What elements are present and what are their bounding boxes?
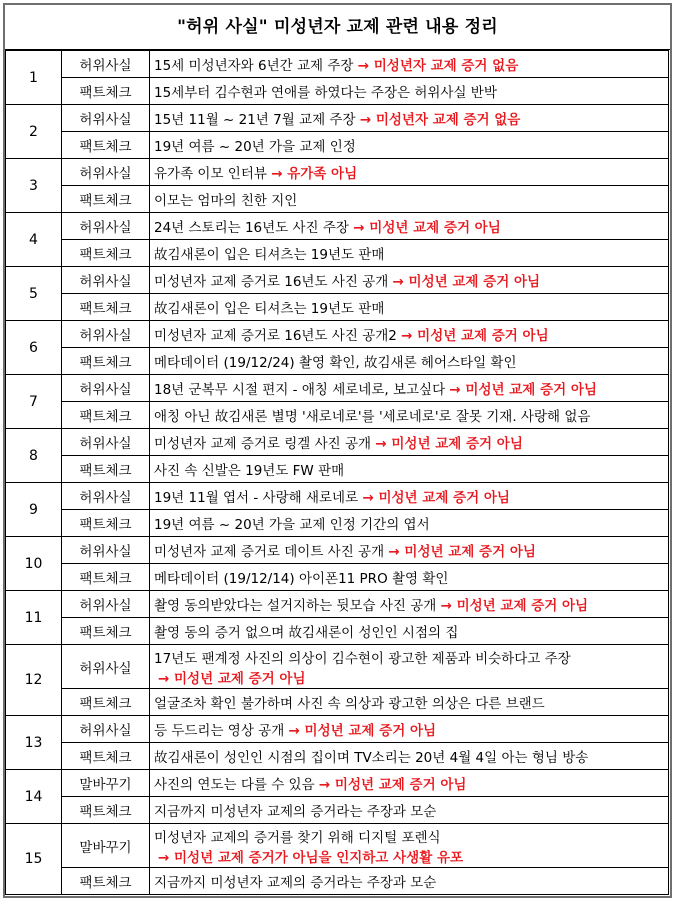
row-number: 3	[6, 159, 62, 213]
claim-cell	[150, 267, 669, 294]
claim-text: 미성년자 교제 증거로 링겔 사진 공개	[154, 436, 376, 452]
claim-type-label: 허위사실	[62, 159, 150, 186]
row-number: 10	[6, 537, 62, 591]
claim-text: 미성년자 교제 증거로 데이트 사진 공개	[154, 544, 385, 560]
claim-type-label: 허위사실	[62, 375, 150, 402]
claim-text: 15년 11월 ~ 21년 7월 교제 주장	[154, 112, 356, 128]
claim-cell	[150, 824, 669, 868]
table-row	[6, 456, 669, 483]
claim-type-label: 말바꾸기	[62, 770, 150, 797]
verdict-highlight: → 미성년 교제 증거 아님	[440, 598, 589, 614]
table-row	[6, 348, 669, 375]
summary-table-body	[6, 51, 669, 895]
claim-cell	[150, 645, 669, 689]
table-row	[6, 402, 669, 429]
factcheck-type-label: 팩트체크	[62, 564, 150, 591]
claim-type-label: 허위사실	[62, 429, 150, 456]
row-number: 7	[6, 375, 62, 429]
claim-text: 유가족 이모 인터뷰	[154, 166, 267, 182]
verdict-highlight: → 미성년 교제 증거 아님	[388, 544, 536, 560]
factcheck-type-label: 팩트체크	[62, 186, 150, 213]
claim-text: 사진의 연도는 다를 수 있음	[154, 777, 315, 793]
factcheck-type-label: 팩트체크	[62, 402, 150, 429]
factcheck-text: 메타데이터 (19/12/14) 아이폰11 PRO 촬영 확인	[150, 564, 669, 591]
table-row	[6, 78, 669, 105]
row-number: 11	[6, 591, 62, 645]
verdict-highlight: → 미성년 교제 증거 아님	[401, 328, 549, 344]
table-row	[6, 868, 669, 895]
factcheck-text: 이모는 엄마의 친한 지인	[150, 186, 669, 213]
claim-type-label: 허위사실	[62, 267, 150, 294]
row-number: 1	[6, 51, 62, 105]
row-number: 6	[6, 321, 62, 375]
table-row	[6, 159, 669, 186]
claim-cell	[150, 483, 669, 510]
claim-cell	[150, 105, 669, 132]
claim-text: 등 두드리는 영상 공개	[154, 723, 285, 739]
claim-text: 촬영 동의받았다는 설거지하는 뒷모습 사진 공개	[154, 598, 437, 614]
verdict-highlight: → 미성년 교제 증거가 아님을 인지하고 사생활 유포	[158, 849, 464, 866]
claim-type-label: 말바꾸기	[62, 824, 150, 868]
verdict-highlight: → 미성년자 교제 증거 없음	[357, 58, 519, 74]
table-row	[6, 321, 669, 348]
table-row	[6, 240, 669, 267]
table-row	[6, 716, 669, 743]
factcheck-text: 故김새론이 성인인 시점의 집이며 TV소리는 20년 4월 4일 아는 형님 방송	[150, 743, 669, 770]
table-row	[6, 510, 669, 537]
factcheck-type-label: 팩트체크	[62, 868, 150, 895]
verdict-highlight: → 유가족 아님	[271, 166, 358, 182]
verdict-highlight: → 미성년자 교제 증거 없음	[359, 112, 521, 128]
table-row	[6, 618, 669, 645]
table-row	[6, 132, 669, 159]
factcheck-text: 15세부터 김수현과 연애를 하였다는 주장은 허위사실 반박	[150, 78, 669, 105]
table-row	[6, 213, 669, 240]
table-row	[6, 537, 669, 564]
table-row	[6, 429, 669, 456]
claim-cell	[150, 375, 669, 402]
claim-cell	[150, 716, 669, 743]
row-number: 12	[6, 645, 62, 716]
verdict-highlight: → 미성년 교제 증거 아님	[353, 220, 501, 236]
table-row	[6, 689, 669, 716]
factcheck-type-label: 팩트체크	[62, 510, 150, 537]
claim-type-label: 허위사실	[62, 51, 150, 78]
verdict-highlight: → 미성년 교제 증거 아님	[449, 382, 597, 398]
factcheck-type-label: 팩트체크	[62, 132, 150, 159]
verdict-highlight: → 미성년 교제 증거 아님	[318, 777, 467, 793]
claim-type-label: 허위사실	[62, 483, 150, 510]
table-row	[6, 483, 669, 510]
row-number: 8	[6, 429, 62, 483]
factcheck-text: 애칭 아닌 故김새론 별명 '새로네로'를 '세로네로'로 잘못 기재. 사랑해 없음	[150, 402, 669, 429]
factcheck-type-label: 팩트체크	[62, 797, 150, 824]
claim-type-label: 허위사실	[62, 645, 150, 689]
table-row	[6, 564, 669, 591]
claim-text: 미성년자 교제 증거로 16년도 사진 공개2	[154, 328, 397, 344]
claim-cell	[150, 213, 669, 240]
factcheck-text: 지금까지 미성년자 교제의 증거라는 주장과 모순	[150, 797, 669, 824]
verdict-highlight: → 미성년 교제 증거 아님	[362, 490, 510, 506]
verdict-highlight: → 미성년 교제 증거 아님	[158, 670, 306, 687]
table-row	[6, 645, 669, 689]
table-row	[6, 105, 669, 132]
table-row	[6, 375, 669, 402]
verdict-highlight: → 미성년 교제 증거 아님	[288, 723, 437, 739]
factcheck-text: 19년 여름 ~ 20년 가을 교제 인정 기간의 엽서	[150, 510, 669, 537]
claim-text: 24년 스토리는 16년도 사진 주장	[154, 220, 349, 236]
table-row	[6, 294, 669, 321]
claim-text: 미성년자 교제의 증거를 찾기 위해 디지털 포렌식	[154, 829, 441, 846]
factcheck-text: 촬영 동의 증거 없으며 故김새론이 성인인 시점의 집	[150, 618, 669, 645]
table-row	[6, 591, 669, 618]
factcheck-text: 얼굴조차 확인 불가하며 사진 속 의상과 광고한 의상은 다른 브랜드	[150, 689, 669, 716]
claim-type-label: 허위사실	[62, 716, 150, 743]
row-number: 4	[6, 213, 62, 267]
factcheck-text: 故김새론이 입은 티셔츠는 19년도 판매	[150, 294, 669, 321]
claim-cell	[150, 591, 669, 618]
factcheck-text: 지금까지 미성년자 교제의 증거라는 주장과 모순	[150, 868, 669, 895]
factcheck-type-label: 팩트체크	[62, 456, 150, 483]
row-number: 15	[6, 824, 62, 895]
row-number: 2	[6, 105, 62, 159]
factcheck-text: 19년 여름 ~ 20년 가을 교제 인정	[150, 132, 669, 159]
factcheck-type-label: 팩트체크	[62, 618, 150, 645]
claim-cell	[150, 770, 669, 797]
factcheck-type-label: 팩트체크	[62, 743, 150, 770]
table-row	[6, 743, 669, 770]
factcheck-type-label: 팩트체크	[62, 294, 150, 321]
claim-text: 15세 미성년자와 6년간 교제 주장	[154, 58, 354, 74]
factcheck-type-label: 팩트체크	[62, 78, 150, 105]
row-number: 5	[6, 267, 62, 321]
claim-cell	[150, 51, 669, 78]
factcheck-type-label: 팩트체크	[62, 348, 150, 375]
claim-cell	[150, 159, 669, 186]
claim-type-label: 허위사실	[62, 321, 150, 348]
table-row	[6, 267, 669, 294]
claim-text: 미성년자 교제 증거로 16년도 사진 공개	[154, 274, 389, 290]
claim-text: 19년 11월 엽서 - 사랑해 새로네로	[154, 490, 359, 506]
factcheck-text: 故김새론이 입은 티셔츠는 19년도 판매	[150, 240, 669, 267]
table-row	[6, 770, 669, 797]
claim-type-label: 허위사실	[62, 213, 150, 240]
factcheck-text: 사진 속 신발은 19년도 FW 판매	[150, 456, 669, 483]
row-number: 13	[6, 716, 62, 770]
claim-cell	[150, 321, 669, 348]
claim-text: 18년 군복무 시절 편지 - 애칭 세로네로, 보고싶다	[154, 382, 446, 398]
claim-cell	[150, 429, 669, 456]
factcheck-text: 메타데이터 (19/12/24) 촬영 확인, 故김새론 헤어스타일 확인	[150, 348, 669, 375]
row-number: 9	[6, 483, 62, 537]
verdict-highlight: → 미성년 교제 증거 아님	[375, 436, 523, 452]
claim-type-label: 허위사실	[62, 105, 150, 132]
claim-type-label: 허위사실	[62, 591, 150, 618]
claim-cell	[150, 537, 669, 564]
table-row	[6, 797, 669, 824]
table-row	[6, 51, 669, 78]
factcheck-type-label: 팩트체크	[62, 240, 150, 267]
table-row	[6, 186, 669, 213]
factcheck-type-label: 팩트체크	[62, 689, 150, 716]
verdict-highlight: → 미성년 교제 증거 아님	[392, 274, 541, 290]
claim-type-label: 허위사실	[62, 537, 150, 564]
claim-text: 17년도 팬계정 사진의 의상이 김수현이 광고한 제품과 비슷하다고 주장	[154, 650, 571, 667]
document-title: "허위 사실" 미성년자 교제 관련 내용 정리	[5, 5, 670, 50]
table-row	[6, 824, 669, 868]
summary-table	[5, 50, 669, 895]
row-number: 14	[6, 770, 62, 824]
